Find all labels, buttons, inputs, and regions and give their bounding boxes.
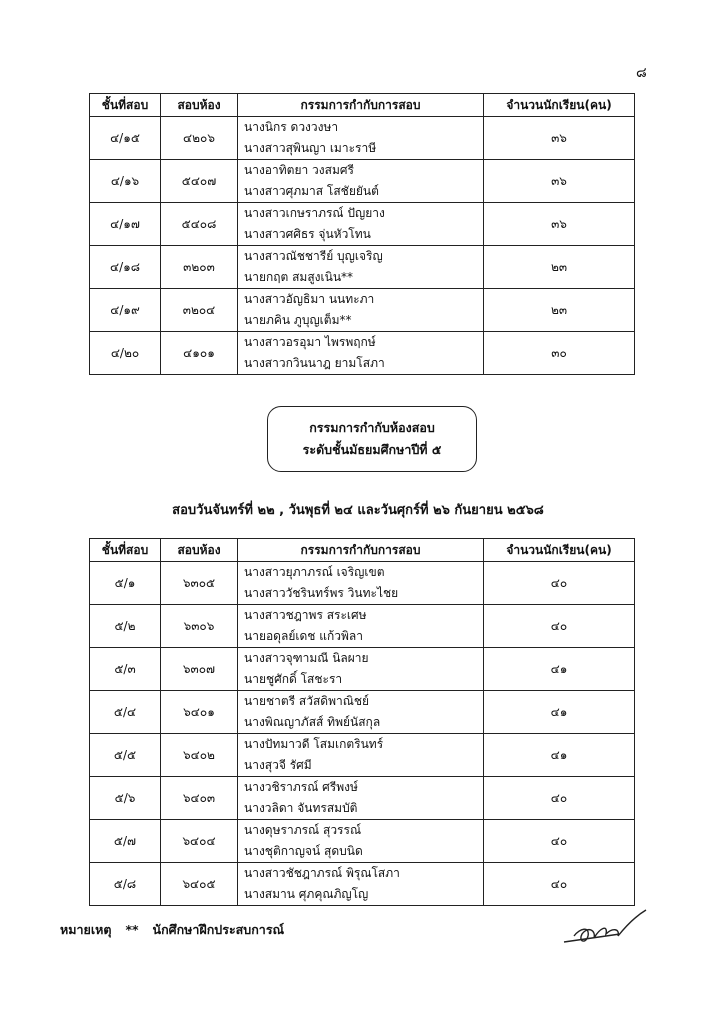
cell-room: ๕๔๐๗ [161, 160, 238, 203]
proctor-name: นางสาวสุพินญา เมาะราษี [244, 141, 377, 155]
exam-date-line: สอบวันจันทร์ที่ ๒๒ , วันพุธที่ ๒๔ และวันศุกร์ที่ ๒๖ กันยายน ๒๕๖๘ [172, 503, 544, 518]
cell-room: ๖๓๐๖ [161, 605, 238, 648]
header-student-count: จำนวนนักเรียน(คน) [484, 539, 635, 562]
page-number: ๘ [636, 65, 647, 81]
cell-level: ๕/๒ [90, 605, 161, 648]
proctor-name: นางวลิดา จันทรสมบัติ [244, 801, 358, 815]
section-subtitle: ระดับชั้นมัธยมศึกษาปีที่ ๕ [302, 442, 442, 457]
header-level: ชั้นที่สอบ [90, 539, 161, 562]
proctor-name: นางปัทมาวดี โสมเกตรินทร์ [244, 737, 384, 751]
proctor-name: นางสาวณัชชารีย์ บุญเจริญ [244, 249, 383, 263]
table-row [90, 117, 635, 160]
table-row [90, 820, 635, 863]
proctor-name: นางสาวศุภมาส โสชัยยันต์ [244, 184, 379, 198]
proctor-name: นางสาวอรอุมา ไพรพฤกษ์ [244, 335, 376, 349]
table-row [90, 289, 635, 332]
table-row [90, 160, 635, 203]
proctor-name: นางสาวศศิธร จุ่นหัวโทน [244, 227, 371, 241]
cell-room: ๔๒๐๖ [161, 117, 238, 160]
cell-proctors [238, 562, 484, 605]
table-row [90, 562, 635, 605]
cell-proctors [238, 605, 484, 648]
cell-student-count: ๔๐ [484, 863, 635, 906]
table-row [90, 246, 635, 289]
header-room: สอบห้อง [161, 94, 238, 117]
cell-proctors [238, 863, 484, 906]
cell-room: ๖๔๐๕ [161, 863, 238, 906]
table-header-row [90, 94, 635, 117]
proctor-name: นางสาวยุภาภรณ์ เจริญเขต [244, 565, 385, 579]
table-row [90, 777, 635, 820]
cell-room: ๕๔๐๘ [161, 203, 238, 246]
cell-room: ๔๑๐๑ [161, 332, 238, 375]
cell-level: ๕/๓ [90, 648, 161, 691]
table-row [90, 605, 635, 648]
cell-student-count: ๔๑ [484, 648, 635, 691]
table-row [90, 332, 635, 375]
cell-proctors [238, 289, 484, 332]
cell-student-count: ๔๑ [484, 691, 635, 734]
proctor-name: นางวชิราภรณ์ ศรีพงษ์ [244, 780, 358, 794]
cell-student-count: ๒๓ [484, 246, 635, 289]
cell-student-count: ๓๖ [484, 203, 635, 246]
header-proctors: กรรมการกำกับการสอบ [238, 539, 484, 562]
proctor-name: นายอดุลย์เดช แก้วพิลา [244, 629, 363, 643]
proctor-table-grade4 [89, 93, 635, 375]
table-row [90, 691, 635, 734]
table-header-row [90, 539, 635, 562]
proctor-name: นางอาทิตยา วงสมศรี [244, 163, 354, 177]
cell-proctors [238, 777, 484, 820]
signature [560, 906, 650, 948]
cell-proctors [238, 203, 484, 246]
footnote-mark: ** [125, 922, 139, 937]
cell-room: ๖๔๐๔ [161, 820, 238, 863]
proctor-table-grade5 [89, 538, 635, 906]
cell-level: ๔/๒๐ [90, 332, 161, 375]
cell-room: ๖๔๐๓ [161, 777, 238, 820]
cell-student-count: ๒๓ [484, 289, 635, 332]
cell-level: ๔/๑๘ [90, 246, 161, 289]
cell-student-count: ๔๐ [484, 562, 635, 605]
proctor-name: นายชาตรี สวัสดิพาณิชย์ [244, 694, 370, 708]
cell-room: ๖๔๐๒ [161, 734, 238, 777]
proctor-name: นางชุติกาญจน์ สุดบนิด [244, 844, 363, 858]
table-row [90, 863, 635, 906]
table-row [90, 648, 635, 691]
cell-proctors [238, 332, 484, 375]
cell-level: ๕/๑ [90, 562, 161, 605]
cell-student-count: ๓๐ [484, 332, 635, 375]
cell-proctors [238, 691, 484, 734]
cell-proctors [238, 734, 484, 777]
header-room: สอบห้อง [161, 539, 238, 562]
proctor-name: นายชูศักดิ์ โสชะรา [244, 672, 343, 686]
proctor-name: นางพิณญาภัสส์ ทิพย์นัสกุล [244, 715, 381, 729]
cell-level: ๔/๑๖ [90, 160, 161, 203]
cell-proctors [238, 648, 484, 691]
table-row [90, 734, 635, 777]
cell-level: ๕/๔ [90, 691, 161, 734]
cell-student-count: ๓๖ [484, 160, 635, 203]
proctor-name: นางสาวชฎาพร สระเศษ [244, 608, 367, 622]
cell-level: ๔/๑๕ [90, 117, 161, 160]
cell-level: ๕/๕ [90, 734, 161, 777]
proctor-name: นางดุษราภรณ์ สุวรรณ์ [244, 823, 362, 837]
header-level: ชั้นที่สอบ [90, 94, 161, 117]
section-title-box [267, 406, 477, 472]
proctor-name: นางสมาน ศุภคุณภิญโญ [244, 887, 369, 901]
cell-room: ๖๓๐๕ [161, 562, 238, 605]
header-proctors: กรรมการกำกับการสอบ [238, 94, 484, 117]
cell-student-count: ๔๑ [484, 734, 635, 777]
cell-level: ๕/๘ [90, 863, 161, 906]
footnote [60, 920, 298, 940]
cell-proctors [238, 246, 484, 289]
proctor-name: นางสาววัชรินทร์พร วินทะไชย [244, 586, 399, 600]
cell-room: ๖๔๐๑ [161, 691, 238, 734]
cell-level: ๔/๑๗ [90, 203, 161, 246]
cell-student-count: ๔๐ [484, 605, 635, 648]
cell-proctors [238, 820, 484, 863]
cell-level: ๔/๑๙ [90, 289, 161, 332]
cell-room: ๖๓๐๗ [161, 648, 238, 691]
cell-proctors [238, 117, 484, 160]
proctor-name: นางสาวจุฑามณี นิลผาย [244, 651, 369, 665]
table-row [90, 203, 635, 246]
proctor-name: นางสาวกวินนาฎ ยามโสภา [244, 356, 385, 370]
cell-level: ๕/๗ [90, 820, 161, 863]
proctor-name: นางสาวเกษราภรณ์ ปัญยาง [244, 206, 385, 220]
footnote-label: หมายเหตุ [60, 922, 112, 937]
section-title: กรรมการกำกับห้องสอบ [309, 420, 435, 435]
header-student-count: จำนวนนักเรียน(คน) [484, 94, 635, 117]
cell-proctors [238, 160, 484, 203]
proctor-name: นางสาวอัญธิมา นนทะภา [244, 292, 375, 306]
proctor-name: นายกฤต สมสูงเนิน** [244, 270, 354, 284]
cell-room: ๓๒๐๔ [161, 289, 238, 332]
cell-student-count: ๓๖ [484, 117, 635, 160]
cell-room: ๓๒๐๓ [161, 246, 238, 289]
proctor-name: นางสุวจี รัศมี [244, 758, 312, 772]
proctor-name: นางนิกร ดวงวงษา [244, 120, 339, 134]
cell-student-count: ๔๐ [484, 777, 635, 820]
proctor-name: นายภคิน ภูบุญเต็ม** [244, 313, 352, 327]
cell-level: ๕/๖ [90, 777, 161, 820]
cell-student-count: ๔๐ [484, 820, 635, 863]
footnote-text: นักศึกษาฝึกประสบการณ์ [152, 922, 285, 937]
proctor-name: นางสาวชัชฎาภรณ์ พิรุณโสภา [244, 866, 400, 880]
